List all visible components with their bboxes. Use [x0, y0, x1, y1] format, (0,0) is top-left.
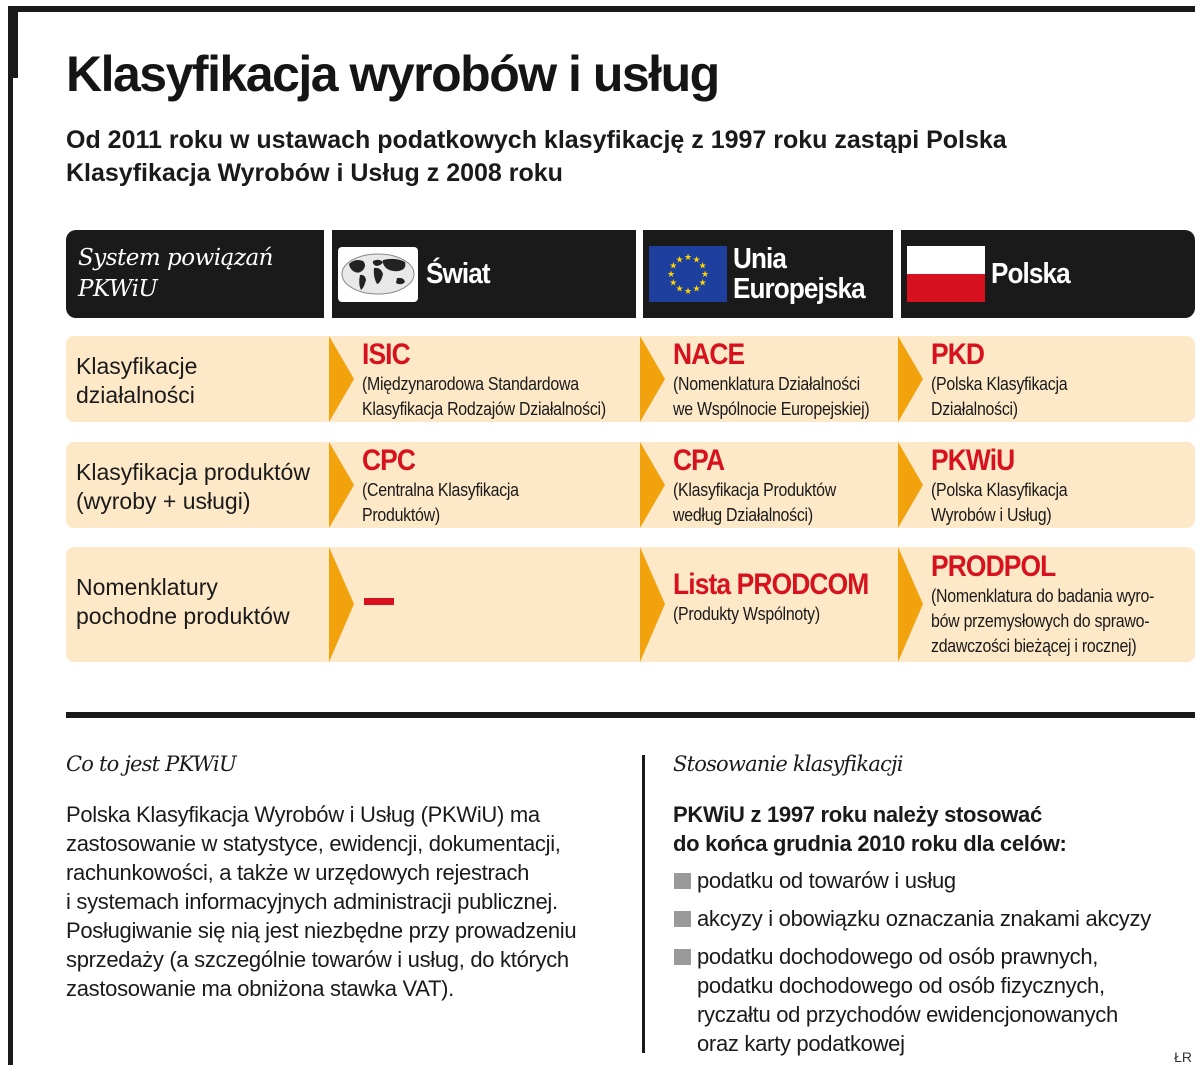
bullet-text: podatku dochodowego od osób prawnych, [697, 944, 1099, 969]
section-title-left: Co to jest PKWiU [66, 752, 236, 776]
gray-square-bullet-icon [674, 873, 691, 889]
row-label-line: działalności [76, 382, 195, 408]
header-poland-label: Polska [991, 258, 1070, 290]
eu-star-icon: ★ [675, 254, 684, 265]
header-system-line: PKWiU [78, 276, 158, 302]
classification-code: PKD [931, 338, 985, 371]
classification-desc: we Wspólnocie Europejskiej) [673, 398, 870, 419]
classification-code: ISIC [362, 338, 410, 371]
classification-desc: Działalności) [931, 398, 1018, 419]
frame-top-bar [8, 6, 1195, 12]
classification-code: CPA [673, 444, 725, 477]
classification-desc: (Nomenklatura Działalności [673, 373, 860, 394]
classification-code: Lista PRODCOM [673, 568, 869, 601]
text-line: i systemach informacyjnych administracji publicznej. [66, 889, 558, 914]
bullet-item [673, 866, 1193, 895]
header-eu-line: Europejska [733, 273, 865, 305]
bullet-text: ryczałtu od przychodów ewidencjonowanych [697, 1002, 1118, 1027]
arrow-right-icon [329, 442, 354, 528]
eu-star-icon: ★ [698, 277, 707, 288]
text-line: Polska Klasyfikacja Wyrobów i Usług (PKWiU) ma [66, 802, 540, 827]
arrow-right-icon [898, 336, 923, 422]
eu-star-icon: ★ [698, 260, 707, 271]
eu-star-icon: ★ [666, 269, 676, 279]
bullet-text: akcyzy i obowiązku oznaczania znakami akcyzy [697, 906, 1151, 931]
author-credit: ŁR [1174, 1049, 1192, 1065]
eu-star-icon: ★ [669, 260, 678, 271]
arrow-right-icon [329, 336, 354, 422]
eu-star-icon: ★ [675, 283, 684, 294]
gray-square-bullet-icon [674, 911, 691, 927]
classification-desc: (Klasyfikacja Produktów [673, 479, 836, 500]
text-line: sprzedaży (a szczególnie towarów i usług, do których [66, 947, 569, 972]
cell-eu [673, 569, 895, 626]
eu-star-icon: ★ [683, 252, 693, 262]
poland-flag-icon [907, 246, 985, 302]
eu-star-icon: ★ [669, 277, 678, 288]
cell-eu [673, 339, 901, 421]
text-line: zastosowanie w statystyce, ewidencji, dokumentacji, [66, 831, 561, 856]
cell-world [362, 339, 646, 421]
bullet-text: oraz karty podatkowej [697, 1031, 905, 1056]
header-world-label: Świat [426, 258, 490, 290]
header-world [332, 230, 636, 318]
row-label [76, 352, 197, 410]
arrow-right-icon [898, 547, 923, 662]
eu-star-icon: ★ [700, 269, 710, 279]
header-eu-label [733, 244, 865, 304]
classification-desc: bów przemysłowych do sprawo- [931, 610, 1150, 631]
classification-desc: według Działalności) [673, 504, 813, 525]
bullet-item [673, 942, 1193, 1058]
header-eu-line: Unia [733, 243, 786, 275]
cell-poland [931, 445, 1090, 527]
row-activity-classification [66, 336, 1195, 422]
left-section-text [66, 800, 631, 1003]
no-entry-dash [364, 598, 394, 605]
eu-star-icon: ★ [692, 283, 701, 294]
gray-square-bullet-icon [674, 949, 691, 965]
subtitle-line: Od 2011 roku w ustawach podatkowych klasyfikację z 1997 roku zastąpi Polska [66, 126, 1007, 154]
classification-desc: Wyrobów i Usług) [931, 504, 1052, 525]
classification-desc: Klasyfikacja Rodzajów Działalności) [362, 398, 606, 419]
cell-poland [931, 551, 1190, 658]
eu-star-icon: ★ [692, 254, 701, 265]
header-system-label [78, 243, 273, 305]
bullet-list [673, 866, 1193, 1067]
cell-world [362, 445, 544, 527]
classification-desc: (Produkty Wspólnoty) [673, 603, 820, 624]
frame-left-bar [8, 6, 18, 78]
arrow-right-icon [898, 442, 923, 528]
header-system-line: System powiązań [78, 245, 273, 271]
right-section-lead [673, 800, 1067, 858]
text-line: Posługiwanie się nią jest niezbędne przy prowadzeniu [66, 918, 577, 943]
arrow-right-icon [640, 442, 665, 528]
row-product-classification [66, 442, 1195, 528]
row-label [76, 458, 310, 516]
row-label-line: (wyroby + usługi) [76, 488, 251, 514]
text-line: zastosowanie ma obniżona stawka VAT). [66, 976, 454, 1001]
section-title-right: Stosowanie klasyfikacji [673, 752, 903, 776]
row-label-line: Klasyfikacja produktów [76, 459, 310, 485]
cell-poland [931, 339, 1090, 421]
page-title: Klasyfikacja wyrobów i usług [66, 46, 719, 102]
classification-code: PKWiU [931, 444, 1015, 477]
arrow-right-icon [640, 547, 665, 662]
subtitle-line: Klasyfikacja Wyrobów i Usług z 2008 roku [66, 159, 563, 187]
header-eu [643, 230, 893, 318]
header-system [66, 230, 324, 318]
bullet-text: podatku od towarów i usług [697, 868, 956, 893]
lead-line: PKWiU z 1997 roku należy stosować [673, 802, 1042, 827]
section-divider [66, 712, 1195, 718]
classification-code: NACE [673, 338, 745, 371]
cell-eu [673, 445, 862, 527]
column-divider [642, 755, 645, 1053]
classification-desc: Produktów) [362, 504, 440, 525]
arrow-right-icon [329, 547, 354, 662]
lead-line: do końca grudnia 2010 roku dla celów: [673, 831, 1067, 856]
bullet-item [673, 904, 1193, 933]
row-derived-nomenclatures [66, 547, 1195, 662]
header-poland [901, 230, 1195, 318]
world-map-icon [338, 247, 418, 302]
classification-desc: (Międzynarodowa Standardowa [362, 373, 579, 394]
row-label-line: pochodne produktów [76, 603, 290, 629]
eu-flag-icon [649, 246, 727, 302]
classification-code: PRODPOL [931, 550, 1056, 583]
frame-left-line [8, 70, 13, 1065]
classification-desc: (Polska Klasyfikacja [931, 479, 1068, 500]
row-label-line: Nomenklatury [76, 574, 218, 600]
classification-desc: (Nomenklatura do badania wyro- [931, 585, 1155, 606]
row-label-line: Klasyfikacje [76, 353, 198, 379]
classification-desc: (Polska Klasyfikacja [931, 373, 1068, 394]
text-line: rachunkowości, a także w urzędowych rejestrach [66, 860, 530, 885]
eu-star-icon: ★ [683, 286, 693, 296]
classification-code: CPC [362, 444, 416, 477]
classification-desc: (Centralna Klasyfikacja [362, 479, 519, 500]
classification-desc: zdawczości bieżącej i rocznej) [931, 635, 1137, 656]
page-subtitle [66, 124, 1166, 190]
row-label [76, 573, 290, 631]
arrow-right-icon [640, 336, 665, 422]
bullet-text: podatku dochodowego od osób fizycznych, [697, 973, 1105, 998]
